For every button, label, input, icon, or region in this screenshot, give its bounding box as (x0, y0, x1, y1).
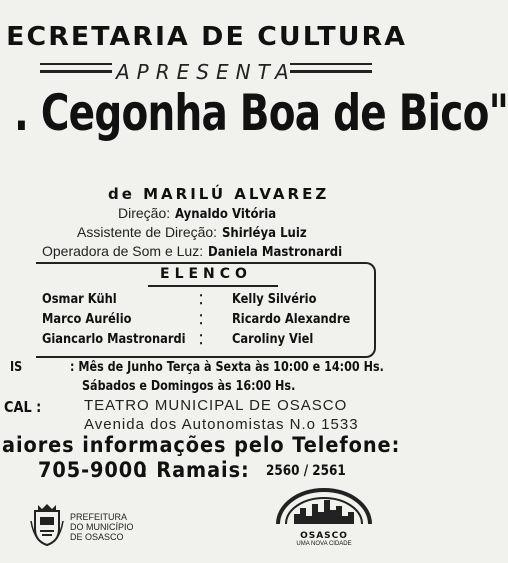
credit-name: Shirléya Luiz (221, 226, 307, 241)
cast-heading: ELENCO (160, 266, 252, 282)
city-arc-icon (272, 486, 376, 526)
divider-right (290, 70, 372, 73)
city-name: OSASCO (300, 531, 348, 541)
cast-member: Ricardo Alexandre (232, 312, 351, 327)
osasco-city-logo (272, 486, 376, 548)
municipality-line: PREFEITURA (70, 512, 128, 522)
organization-title: ECRETARIA DE CULTURA (6, 22, 408, 52)
coat-of-arms-icon (30, 503, 64, 547)
credit-direction (118, 205, 287, 223)
venue-address: Avenida dos Autonomistas N.o 1533 (84, 416, 359, 433)
cast-member: Kelly Silvério (232, 292, 317, 307)
cast-member: Giancarlo Mastronardi (42, 332, 186, 347)
credit-label: Operadora de Som e Luz: (42, 243, 204, 259)
municipality-line: DE OSASCO (70, 532, 124, 542)
schedule-line-2: Sábados e Domingos às 16:00 Hs. (82, 379, 296, 394)
credit-label: Direção: (118, 205, 171, 221)
cast-member: Caroliny Viel (232, 332, 314, 347)
author-line: de MARILÚ ALVAREZ (108, 185, 330, 203)
venue-label: CAL : (4, 398, 42, 416)
credit-assistant (77, 224, 316, 242)
info-line: aiores informações pelo Telefone: (2, 433, 401, 457)
extensions-label: : Ramais: (140, 458, 250, 482)
credit-name: Daniela Mastronardi (207, 245, 342, 260)
municipality-line: DO MUNICÍPIO (70, 522, 134, 532)
play-title: . Cegonha Boa de Bico" (14, 84, 508, 142)
schedule-line-1: : Mês de Junho Terça à Sexta às 10:00 e 14:00 Hs. (70, 360, 384, 375)
credit-name: Aynaldo Vitória (174, 207, 276, 222)
schedule-label: IS (10, 360, 23, 375)
presents-label: APRESENTA (116, 60, 296, 84)
cast-member: Marco Aurélio (42, 312, 132, 327)
cast-separator: ⁚ (199, 332, 204, 347)
cast-separator: ⁚ (199, 292, 204, 307)
extensions: 2560 / 2561 (266, 463, 346, 479)
cast-heading-rule (148, 285, 278, 287)
phone-number: 705-9000 (38, 458, 148, 482)
divider-right-top (290, 63, 372, 65)
cast-separator: ⁚ (199, 312, 204, 327)
municipality-logo-text (70, 512, 134, 542)
city-slogan: UMA NOVA CIDADE (296, 541, 352, 547)
credit-sound-light (42, 243, 357, 261)
divider-left-top (40, 63, 112, 65)
divider-left (40, 70, 112, 73)
cast-member: Osmar Kühl (42, 292, 117, 307)
venue-name: TEATRO MUNICIPAL DE OSASCO (84, 397, 348, 414)
credit-label: Assistente de Direção: (77, 224, 218, 240)
